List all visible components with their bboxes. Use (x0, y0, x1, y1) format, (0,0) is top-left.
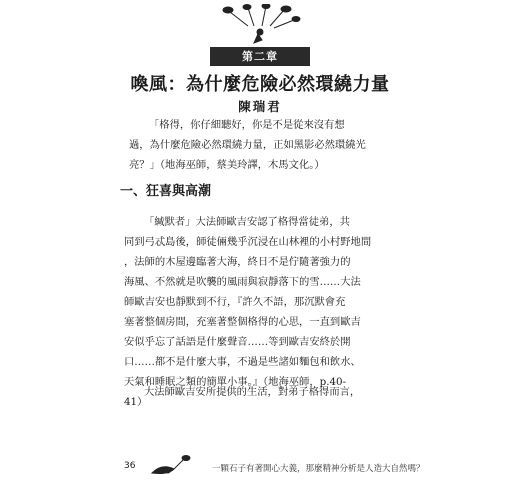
body-line: 天氣和睡眠之類的簡單小事。』（地海巫師，p.40- (124, 376, 347, 388)
body-line: 塞著整個房間，充塞著整個格得的心思，一直到歐吉 (124, 316, 361, 328)
body-line: 安似乎忘了話語是什麼聲音……等到歐吉安終於開 (124, 336, 351, 348)
body-line: 同到弓忒島後，師徒倆幾乎沉浸在山林裡的小村野地間 (124, 236, 372, 248)
dandelion-figure-illustration (218, 4, 302, 44)
section-heading: 一、狂喜與高潮 (120, 184, 212, 199)
chapter-badge: 第二章 (210, 47, 310, 66)
body-line: 大法師歐吉安所提供的生活，對弟子格得而言， (144, 386, 361, 398)
body-line: 師歐吉安也靜默到不行，『許久不語，那沉默會充 (124, 296, 346, 308)
author-name: 陳瑞君 (238, 99, 282, 114)
epigraph-line: 過，為什麼危險必然環繞力量，正如黑影必然環繞光 (129, 139, 366, 151)
chapter-title: 喚風：為什麼危險必然環繞力量 (130, 74, 390, 95)
page-number: 36 (124, 461, 136, 471)
body-line: 「緘默者」大法師歐吉安認了格得當徒弟，共 (144, 216, 350, 228)
page-footer (0, 453, 520, 493)
body-line: ，法師的木屋邊臨著大海，終日不是佇隨著強力的 (124, 256, 351, 268)
running-book-title: 一顆石子有著開心大義，那麼精神分析是人造大自然嗎？ (212, 464, 425, 474)
body-line: 41） (124, 396, 148, 408)
body-line: 口……都不是什麼大事，不過是些諸如麵包和飲水、 (124, 356, 361, 368)
body-line: 海風、不然就是吹襲的風雨與寂靜落下的雪……大法 (124, 276, 361, 288)
epigraph-quote (129, 115, 391, 175)
epigraph-line: 亮？」（地海巫師，蔡美玲譯，木馬文化。） (129, 159, 325, 171)
body-paragraph (124, 382, 392, 402)
epigraph-line: 「格得，你仔細聽好，你是不是從來沒有想 (149, 119, 345, 131)
dandelion-figure-footer-icon (148, 453, 192, 479)
